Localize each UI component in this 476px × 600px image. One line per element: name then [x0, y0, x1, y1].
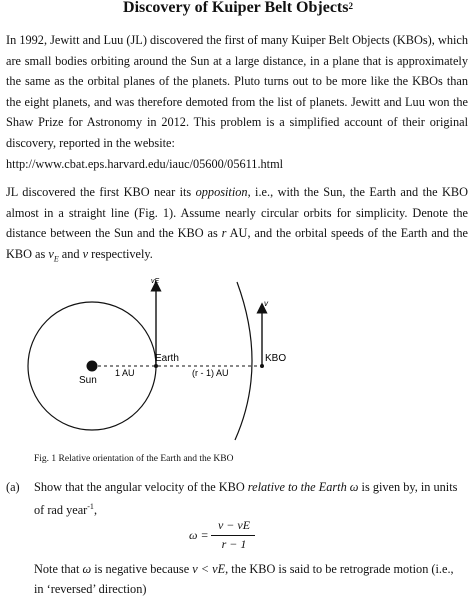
formula-denominator: r − 1	[221, 537, 247, 551]
question-a-label: (a)	[6, 480, 20, 494]
setup-text-3: AU, and the orbital speeds of the Earth and the KBO as	[6, 226, 469, 261]
intro-text: In 1992, Jewitt and Luu (JL) discovered the first of many Kuiper Belt Objects (KBOs), which are small bodies orbiting around the Sun at a large distance, in a plane that is approximately the same as the orbital planes of the planets. Pluto turns out to be more like the KBOs than the eight planets, and was therefore demoted from the list of planets. Jewitt and Luu won the Shaw Prize for Astronomy in 2012. This problem is a simplified account of their original discovery, reported in the website:	[6, 33, 468, 150]
note-text-1: Note that	[34, 562, 83, 576]
source-url[interactable]: http://www.cbat.eps.harvard.edu/iauc/05600/05611.html	[6, 156, 284, 171]
note-text-3: , the KBO is said to be retrograde motion (i.e., in ‘reversed’ direction)	[34, 562, 454, 596]
question-a-text-2: is given by, in units of rad year	[34, 480, 458, 518]
setup-text-1: JL discovered the first KBO near its	[6, 185, 196, 199]
note-inequality: v < vE	[192, 562, 226, 576]
var-vE-subscript: E	[53, 254, 59, 264]
label-earth: Earth	[155, 353, 179, 364]
var-v: v	[82, 246, 89, 261]
formula-lhs: ω =	[189, 528, 209, 542]
note-text-2: is negative because	[91, 562, 193, 576]
label-v: v	[264, 299, 268, 308]
fraction-bar	[211, 535, 255, 536]
opposition-term: opposition	[195, 185, 248, 199]
retrograde-note	[34, 559, 466, 599]
var-r: r	[221, 226, 227, 241]
label-1au: 1 AU	[115, 368, 135, 378]
unit-exponent: -1	[87, 502, 94, 511]
setup-paragraph	[6, 182, 468, 270]
relative-to-earth-phrase: relative to the Earth	[247, 480, 347, 494]
setup-text-2: , i.e., with the Sun, the Earth and the KBO almost in a straight line (Fig. 1). Assume nearly circular orbits for simplicity. Denote the distance between the Sun and the KBO as	[6, 185, 469, 241]
setup-text-5: respectively.	[88, 246, 153, 261]
label-kbo: KBO	[265, 353, 287, 364]
var-vE: v	[48, 246, 54, 261]
label-sun: Sun	[79, 375, 97, 386]
omega-formula	[189, 514, 279, 556]
kbo-orbit-arc	[235, 282, 252, 440]
page-title	[0, 0, 476, 16]
note-omega: ω	[82, 562, 92, 576]
title-footnote-mark: 2	[348, 1, 353, 11]
omega-symbol: ω	[349, 480, 359, 494]
orbit-diagram	[16, 268, 316, 448]
question-a-text-1: Show that the angular velocity of the KBO	[34, 480, 248, 494]
setup-text-4: and	[58, 246, 83, 261]
title-text: Discovery of Kuiper Belt Objects	[123, 0, 349, 16]
formula-numerator: v − vE	[217, 518, 251, 532]
sun-dot	[87, 361, 98, 372]
question-a-comma: ,	[93, 503, 98, 518]
label-vE: vE	[151, 278, 160, 285]
figure-caption: Fig. 1 Relative orientation of the Earth and the KBO	[34, 454, 234, 464]
intro-paragraph	[6, 30, 468, 174]
label-r-minus-1-au: (r - 1) AU	[192, 368, 229, 378]
